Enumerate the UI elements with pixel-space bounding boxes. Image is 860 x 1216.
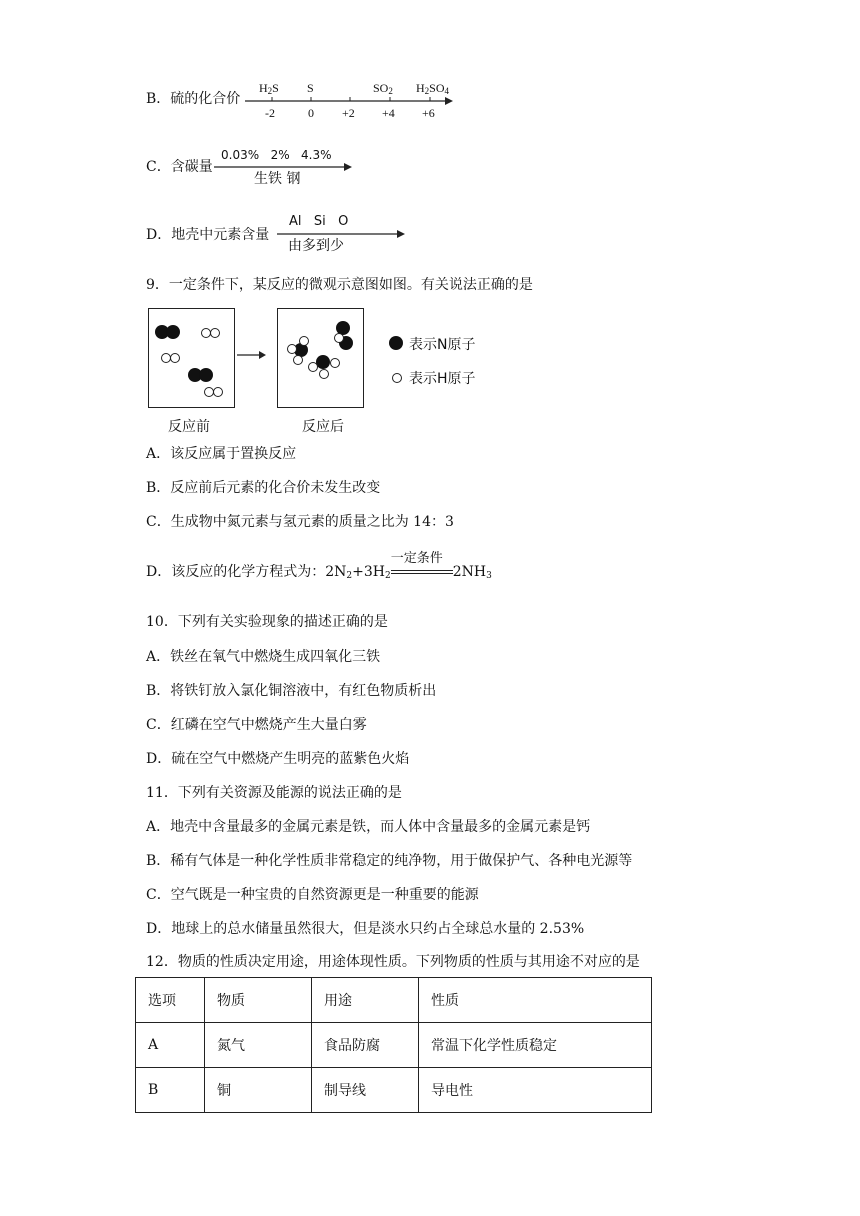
- after-box: [277, 308, 364, 408]
- n-atom-icon: [389, 336, 403, 350]
- q10-stem: 10．下列有关实验现象的描述正确的是: [146, 614, 388, 630]
- formula-s: S: [307, 81, 314, 95]
- before-caption: 反应前: [168, 419, 210, 435]
- element-below: 由多到少: [288, 238, 344, 254]
- q9-stem: 9．一定条件下，某反应的微观示意图如图。有关说法正确的是: [146, 277, 533, 293]
- option-d-label: D．地壳中元素含量: [146, 227, 270, 243]
- cell: 铜: [205, 1068, 312, 1113]
- q10-option-c: C．红磷在空气中燃烧产生大量白雾: [146, 717, 367, 733]
- carbon-values: 0.03% 2% 4.3%: [221, 148, 332, 162]
- cell: 氮气: [205, 1023, 312, 1068]
- q10-option-b: B．将铁钉放入氯化铜溶液中，有红色物质析出: [146, 683, 437, 699]
- legend-h: 表示H原子: [409, 371, 476, 387]
- header-use: 用途: [312, 978, 419, 1023]
- q9-option-d: [146, 551, 492, 585]
- tick-minus-2: -2: [265, 106, 275, 120]
- h-atom-icon: [392, 373, 402, 383]
- equation: $2N_2+3H_2$ 一定条件 $2NH_3$: [325, 551, 492, 581]
- cell: A: [136, 1023, 205, 1068]
- q9-option-b: B．反应前后元素的化合价未发生改变: [146, 480, 381, 496]
- q9-option-a: A．该反应属于置换反应: [146, 446, 297, 462]
- before-box: [148, 308, 235, 408]
- tick-plus-2: +2: [342, 106, 355, 120]
- property-table: [135, 977, 652, 1113]
- option-b-label: B．硫的化合价: [146, 91, 241, 107]
- legend-n: 表示N原子: [409, 337, 476, 353]
- cell: 制导线: [312, 1068, 419, 1113]
- q11-option-a: A．地壳中含量最多的金属元素是铁，而人体中含量最多的金属元素是钙: [146, 819, 591, 835]
- header-substance: 物质: [205, 978, 312, 1023]
- table-row: [136, 1023, 652, 1068]
- tick-0: 0: [308, 106, 314, 120]
- header-property: 性质: [419, 978, 652, 1023]
- cell: 常温下化学性质稳定: [419, 1023, 652, 1068]
- cell: 食品防腐: [312, 1023, 419, 1068]
- table-header-row: [136, 978, 652, 1023]
- header-option: 选项: [136, 978, 205, 1023]
- tick-plus-4: +4: [382, 106, 395, 120]
- q9-option-d-prefix: D．该反应的化学方程式为：: [146, 564, 326, 580]
- formula-h2s: $H_2S$: [259, 81, 279, 96]
- q9-option-c: C．生成物中氮元素与氢元素的质量之比为 14：3: [146, 514, 454, 530]
- formula-h2so4: $H_2SO_4$: [416, 81, 450, 96]
- q11-option-c: C．空气既是一种宝贵的自然资源更是一种重要的能源: [146, 887, 479, 903]
- q11-option-d: D．地球上的总水储量虽然很大，但是淡水只约占全球总水量的 2.53%: [146, 921, 585, 937]
- equation-condition: 一定条件: [390, 551, 443, 566]
- element-list: Al Si O: [289, 214, 349, 229]
- cell: 导电性: [419, 1068, 652, 1113]
- reaction-arrow: [237, 349, 267, 361]
- option-c-label: C．含碳量: [146, 159, 213, 175]
- after-caption: 反应后: [302, 419, 344, 435]
- tick-plus-6: +6: [422, 106, 435, 120]
- q11-stem: 11．下列有关资源及能源的说法正确的是: [146, 785, 402, 801]
- q12-stem: 12．物质的性质决定用途，用途体现性质。下列物质的性质与其用途不对应的是: [146, 954, 640, 970]
- q11-option-b: B．稀有气体是一种化学性质非常稳定的纯净物，用于做保护气、各种电光源等: [146, 853, 633, 869]
- formula-so2: $SO_2$: [373, 81, 393, 96]
- q10-option-d: D．硫在空气中燃烧产生明亮的蓝紫色火焰: [146, 751, 410, 767]
- cell: B: [136, 1068, 205, 1113]
- q10-option-a: A．铁丝在氧气中燃烧生成四氧化三铁: [146, 649, 381, 665]
- carbon-below: 生铁 钢: [254, 171, 301, 187]
- table-row: [136, 1068, 652, 1113]
